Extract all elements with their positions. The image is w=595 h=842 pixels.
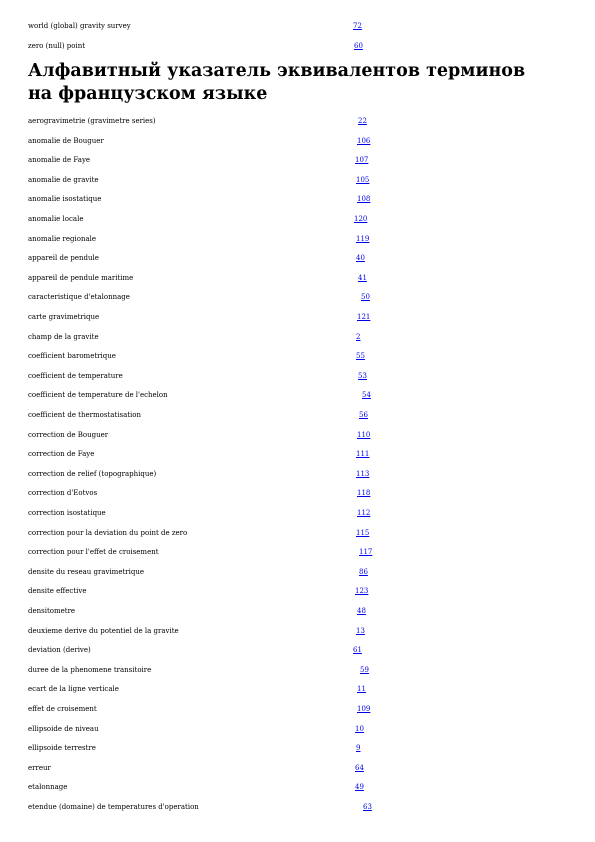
index-term: anomalie de Faye xyxy=(28,156,91,164)
page-number-link[interactable]: 107 xyxy=(355,156,369,164)
index-term: etalonnage xyxy=(28,783,68,791)
index-term: correction d'Eotvos xyxy=(28,489,98,497)
index-term: anomalie locale xyxy=(28,215,84,223)
page-number-link[interactable]: 54 xyxy=(362,391,371,399)
page-number-link[interactable]: 11 xyxy=(357,685,366,693)
page-number-link[interactable]: 109 xyxy=(357,705,371,713)
page-number-link[interactable]: 111 xyxy=(356,450,370,458)
page-number-link[interactable]: 113 xyxy=(356,470,370,478)
index-term: world (global) gravity survey xyxy=(28,22,131,30)
index-term: effet de croisement xyxy=(28,705,97,713)
page-number-link[interactable]: 56 xyxy=(359,411,368,419)
page-number-link[interactable]: 61 xyxy=(353,646,362,654)
index-term: ellipsoide terrestre xyxy=(28,744,96,752)
index-term: correction isostatique xyxy=(28,509,106,517)
page-number-link[interactable]: 118 xyxy=(357,489,371,497)
page-number-link[interactable]: 40 xyxy=(356,254,365,262)
index-term: correction de relief (topographique) xyxy=(28,470,157,478)
page-number-link[interactable]: 105 xyxy=(356,176,370,184)
index-term: ecart de la ligne verticale xyxy=(28,685,119,693)
page-number-link[interactable]: 112 xyxy=(357,509,371,517)
index-term: zero (null) point xyxy=(28,42,86,50)
index-term: anomalie de gravite xyxy=(28,176,99,184)
index-term: densite du reseau gravimetrique xyxy=(28,568,144,576)
page-number-link[interactable]: 60 xyxy=(354,42,363,50)
index-term: ellipsoide de niveau xyxy=(28,725,99,733)
page-number-link[interactable]: 2 xyxy=(356,333,361,341)
page-number-link[interactable]: 22 xyxy=(358,117,367,125)
index-term: densite effective xyxy=(28,587,87,595)
page-number-link[interactable]: 123 xyxy=(355,587,369,595)
index-term: correction pour la deviation du point de zero xyxy=(28,529,188,537)
page-number-link[interactable]: 106 xyxy=(357,137,371,145)
index-term: etendue (domaine) de temperatures d'operation xyxy=(28,803,199,811)
page-number-link[interactable]: 108 xyxy=(357,195,371,203)
index-term: coefficient de temperature xyxy=(28,372,123,380)
index-term: champ de la gravite xyxy=(28,333,99,341)
index-term: coefficient barometrique xyxy=(28,352,116,360)
index-term: anomalie de Bouguer xyxy=(28,137,104,145)
page-number-link[interactable]: 53 xyxy=(358,372,367,380)
page-number-link[interactable]: 64 xyxy=(355,764,364,772)
index-term: deuxieme derive du potentiel de la gravite xyxy=(28,627,179,635)
index-term: correction pour l'effet de croisement xyxy=(28,548,159,556)
index-term: aerogravimetrie (gravimetre series) xyxy=(28,117,156,125)
section-heading: Алфавитный указатель эквивалентов терминов на французском языке xyxy=(28,61,526,104)
page-number-link[interactable]: 48 xyxy=(357,607,366,615)
index-term: coefficient de temperature de l'echelon xyxy=(28,391,168,399)
index-term: duree de la phenomene transitoire xyxy=(28,666,152,674)
page-number-link[interactable]: 9 xyxy=(356,744,361,752)
index-term: correction de Faye xyxy=(28,450,95,458)
page-number-link[interactable]: 121 xyxy=(357,313,371,321)
page-number-link[interactable]: 10 xyxy=(355,725,364,733)
page-number-link[interactable]: 41 xyxy=(358,274,367,282)
index-term: carte gravimetrique xyxy=(28,313,100,321)
page-number-link[interactable]: 120 xyxy=(354,215,368,223)
index-term: anomalie regionale xyxy=(28,235,97,243)
page-number-link[interactable]: 55 xyxy=(356,352,365,360)
index-term: correction de Bouguer xyxy=(28,431,109,439)
index-term: deviation (derive) xyxy=(28,646,91,654)
index-term: appareil de pendule xyxy=(28,254,99,262)
page-number-link[interactable]: 59 xyxy=(360,666,369,674)
page-number-link[interactable]: 115 xyxy=(356,529,370,537)
index-term: appareil de pendule maritime xyxy=(28,274,134,282)
page-number-link[interactable]: 49 xyxy=(355,783,364,791)
index-term: densitometre xyxy=(28,607,76,615)
page-number-link[interactable]: 110 xyxy=(357,431,371,439)
page-number-link[interactable]: 72 xyxy=(353,22,362,30)
page-number-link[interactable]: 86 xyxy=(359,568,368,576)
index-term: coefficient de thermostatisation xyxy=(28,411,142,419)
page-number-link[interactable]: 50 xyxy=(361,293,370,301)
page-number-link[interactable]: 13 xyxy=(356,627,365,635)
index-term: erreur xyxy=(28,764,51,772)
index-term: caracteristique d'etalonnage xyxy=(28,293,130,301)
page-number-link[interactable]: 119 xyxy=(356,235,370,243)
page-number-link[interactable]: 63 xyxy=(363,803,372,811)
page-number-link[interactable]: 117 xyxy=(359,548,373,556)
index-term: anomalie isostatique xyxy=(28,195,102,203)
